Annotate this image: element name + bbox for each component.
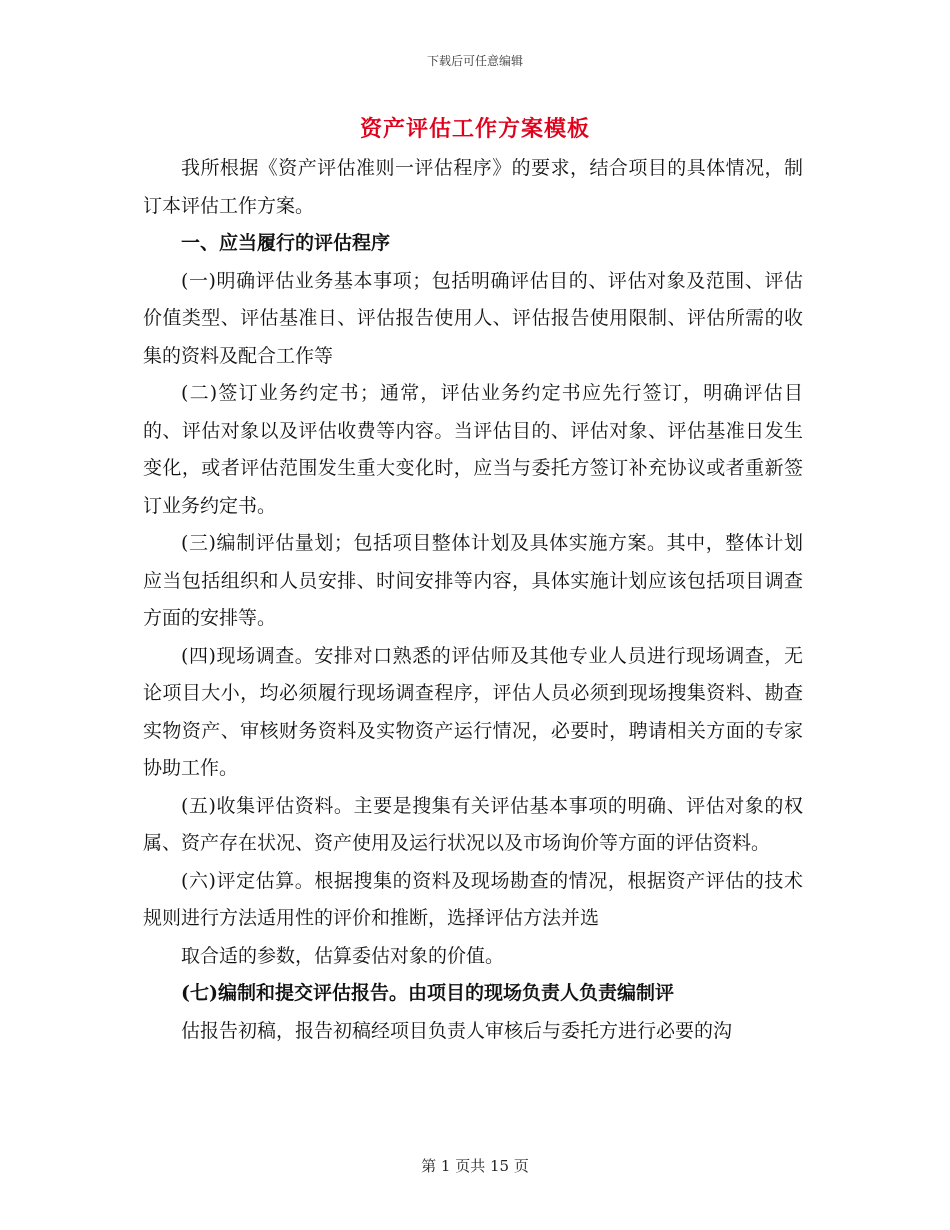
list-item-7: (七)编制和提交评估报告。由项目的现场负责人负责编制评 <box>181 982 674 1004</box>
section-heading: 一、应当履行的评估程序 <box>181 232 391 254</box>
list-item-3: (三)编制评估量划；包括项目整体计划及具体实施方案。其中，整体计划应当包括组织和人员安排、时间安排等内容，具体实施计划应该包括项目调查方面的安排等。 <box>143 532 803 629</box>
list-item-5: (五)收集评估资料。主要是搜集有关评估基本事项的明确、评估对象的权属、资产存在状况、资产使用及运行状况以及市场询价等方面的评估资料。 <box>143 794 803 854</box>
list-item-4: (四)现场调查。安排对口熟悉的评估师及其他专业人员进行现场调查，无论项目大小，均必须履行现场调查程序，评估人员必须到现场搜集资料、勘查实物资产、审核财务资料及实物资产运行情况，必要时，聘请相关方面的专家协助工作。 <box>143 644 803 779</box>
list-item-2: (二)签订业务约定书；通常，评估业务约定书应先行签订，明确评估目的、评估对象以及评估收费等内容。当评估目的、评估对象、评估基准日发生变化，或者评估范围发生重大变化时，应当与委托方签订补充协议或者重新签订业务约定书。 <box>143 382 803 517</box>
page-footer: 第 1 页共 15 页 <box>421 1157 529 1175</box>
list-item-6-continued: 取合适的参数，估算委估对象的价值。 <box>181 944 505 967</box>
document-title: 资产评估工作方案模板 <box>359 116 590 142</box>
intro-paragraph: 我所根据《资产评估准则一评估程序》的要求，结合项目的具体情况，制订本评估工作方案。 <box>143 157 803 217</box>
list-item-6: (六)评定估算。根据搜集的资料及现场勘查的情况，根据资产评估的技术规则进行方法适用性的评价和推断，选择评估方法并选 <box>143 869 803 929</box>
page-header: 下载后可任意编辑 <box>426 54 523 68</box>
list-item-1: (一)明确评估业务基本事项；包括明确评估目的、评估对象及范围、评估价值类型、评估基准日、评估报告使用人、评估报告使用限制、评估所需的收集的资料及配合工作等 <box>143 269 803 367</box>
list-item-7-continued: 估报告初稿，报告初稿经项目负责人审核后与委托方进行必要的沟 <box>181 1019 733 1042</box>
document-body <box>143 150 803 1050</box>
